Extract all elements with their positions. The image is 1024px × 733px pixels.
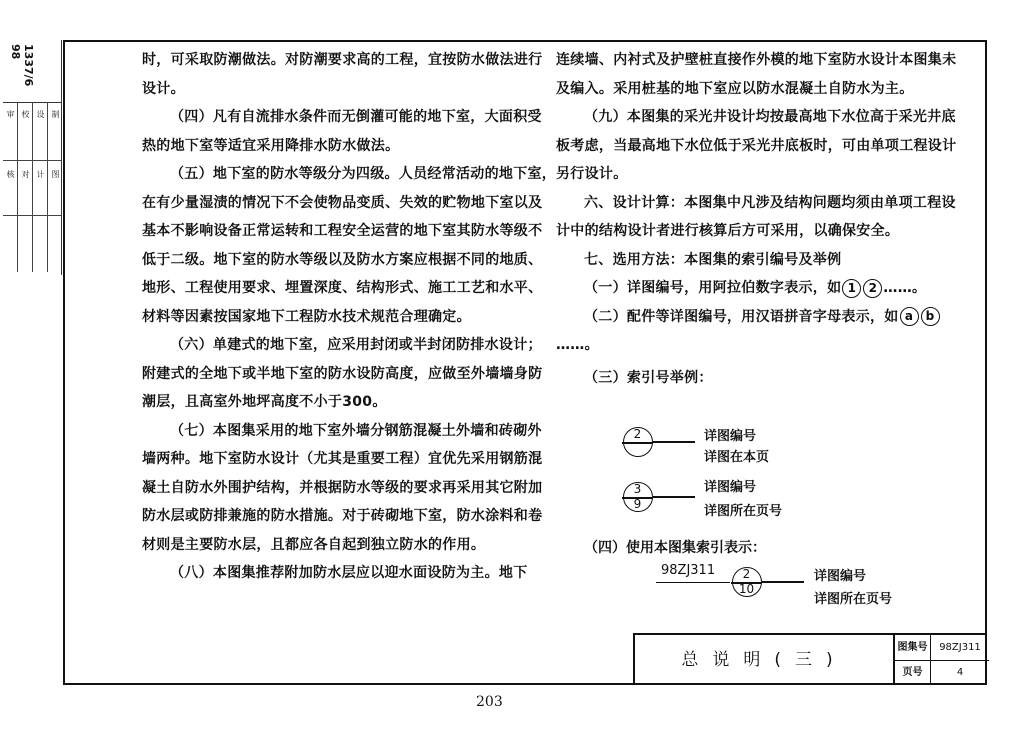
stamp-cell: 核 <box>6 170 15 178</box>
leader-line <box>653 496 695 498</box>
sheet-title: 总说明(三) <box>635 635 895 685</box>
stamp-header <box>3 40 61 103</box>
text-line: 在有少量湿渍的情况下不会使物品变质、失效的贮物地下室以及 <box>142 194 543 211</box>
stamp-cell: 审 <box>6 110 15 118</box>
text-line: 另行设计。 <box>556 166 628 182</box>
index-bottom-number: 10 <box>738 582 755 596</box>
atlas-number-row <box>895 635 989 660</box>
item-2-line <box>556 303 946 332</box>
text-line: 时，可采取防潮做法。对防潮要求高的工程，宜按防水做法进行 <box>142 52 543 68</box>
atlas-code: 98ZJ311 <box>661 563 716 578</box>
text-line: 材则是主要防水层，且都应各自起到独立防水的作用。 <box>142 536 486 553</box>
index-symbol-example-3 <box>732 567 762 597</box>
text-line: （六）单建式的地下室，应采用封闭或半封闭防排水设计； <box>170 337 542 353</box>
atlas-number-value: 98ZJ311 <box>939 642 981 653</box>
item-1-line <box>556 274 946 303</box>
page-number-row <box>895 660 989 685</box>
text-line: 设计。 <box>142 80 185 97</box>
text-line: （四）凡有自流排水条件而无倒灌可能的地下室，大面积受 <box>170 109 542 125</box>
circled-number-1: 1 <box>842 279 861 298</box>
item-1-text: （一）详图编号，用阿拉伯数字表示，如 <box>584 280 842 296</box>
index-symbol-example-2 <box>623 482 653 512</box>
text-line: 凝土自防水外围护结构，并根据防水等级的要求再采用其它附加 <box>142 479 543 496</box>
text-line: （八）本图集推荐附加防水层应以迎水面设防为主。地下 <box>170 565 528 581</box>
text-line: （九）本图集的采光井设计均按最高地下水位高于采光井底 <box>584 109 956 125</box>
text-line: 地形、工程使用要求、埋置深度、结构形式、施工工艺和水平、 <box>142 280 543 296</box>
text-line: 附建式的全地下或半地下室的防水设防高度，应做至外墙墙身防 <box>142 365 543 382</box>
right-text-column <box>556 46 957 392</box>
stamp-cell: 对 <box>21 170 30 178</box>
book-page-number: 203 <box>476 694 503 710</box>
item-4-heading: （四）使用本图集索引表示： <box>584 540 766 556</box>
text-line: 六、设计计算：本图集中凡涉及结构问题均须由单项工程设 <box>584 194 956 211</box>
stamp-cell: 制 <box>51 110 60 118</box>
text-line: 热的地下室等适宜采用降排水防水做法。 <box>142 137 400 154</box>
index-top-number: 3 <box>633 482 642 496</box>
atlas-underline <box>656 582 730 583</box>
circled-number-2: 2 <box>863 279 882 298</box>
text-line: 材料等因素按国家地下工程防水技术规范合理确定。 <box>142 308 471 325</box>
text-line: 潮层，且高室外地坪高度不小于300。 <box>142 394 387 410</box>
circled-letter-a: a <box>900 307 919 326</box>
ex3-label-1: 详图编号 <box>814 569 867 584</box>
text-line: 低于二级。地下室的防水等级以及防水方案应根据不同的地质、 <box>142 251 543 268</box>
leader-line <box>653 441 695 443</box>
text-line: （七）本图集采用的地下室外墙分钢筋混凝土外墙和砖砌外 <box>170 422 542 439</box>
item-3-heading: （三）索引号举例： <box>584 369 713 386</box>
text-line: 及编入。采用桩基的地下室应以防水混凝土自防水为主。 <box>556 80 914 97</box>
index-top-number: 2 <box>633 427 642 441</box>
text-line: 防水层或防排兼施的防水措施。对于砖砌地下室，防水涂料和卷 <box>142 508 543 524</box>
text-line: 连续墙、内衬式及护壁桩直接作外模的地下室防水设计本图集未 <box>556 52 957 68</box>
index-top-number: 2 <box>742 567 751 581</box>
left-text-column <box>142 46 557 588</box>
ex1-label-1: 详图编号 <box>704 429 757 444</box>
stamp-cell: 图 <box>51 170 60 178</box>
item-2-continuation: ……。 <box>556 337 599 353</box>
text-line: 板考虑，当最高地下水位低于采光井底板时，可由单项工程设计 <box>556 137 957 154</box>
page-number-value: 4 <box>956 667 964 678</box>
item-2-text: （二）配件等详图编号，用汉语拼音字母表示，如 <box>584 308 899 325</box>
atlas-number-label: 图集号 <box>895 635 931 660</box>
text-line: 七、选用方法：本图集的索引编号及举例 <box>584 251 842 268</box>
text-line: 计中的结构设计者进行核算后方可采用，以确保安全。 <box>556 223 900 239</box>
stamp-cell: 计 <box>36 170 45 178</box>
ex3-label-2: 详图所在页号 <box>814 592 893 607</box>
stamp-header-text: 1337/6 98 <box>9 44 35 87</box>
circled-letter-b: b <box>921 307 940 326</box>
text-line: （五）地下室的防水等级分为四级。人员经常活动的地下室， <box>170 166 557 182</box>
index-symbol-example-1 <box>623 427 653 457</box>
stamp-cell: 校 <box>21 110 30 118</box>
ex1-label-2: 详图在本页 <box>704 450 770 465</box>
index-bottom-number: 9 <box>633 497 642 511</box>
leader-line <box>762 581 804 583</box>
text-line: 墙两种。地下室防水设计（尤其是重要工程）宜优先采用钢筋混 <box>142 451 543 467</box>
side-approval-stamp <box>3 40 62 275</box>
item-1-suffix: ……。 <box>883 280 927 296</box>
stamp-cell: 设 <box>36 110 45 118</box>
page-number-label: 页号 <box>895 660 931 685</box>
ex2-label-2: 详图所在页号 <box>704 504 783 519</box>
title-block <box>633 633 987 685</box>
ex2-label-1: 详图编号 <box>704 480 757 495</box>
text-line: 基本不影响设备正常运转和工程安全运营的地下室其防水等级不 <box>142 223 543 239</box>
